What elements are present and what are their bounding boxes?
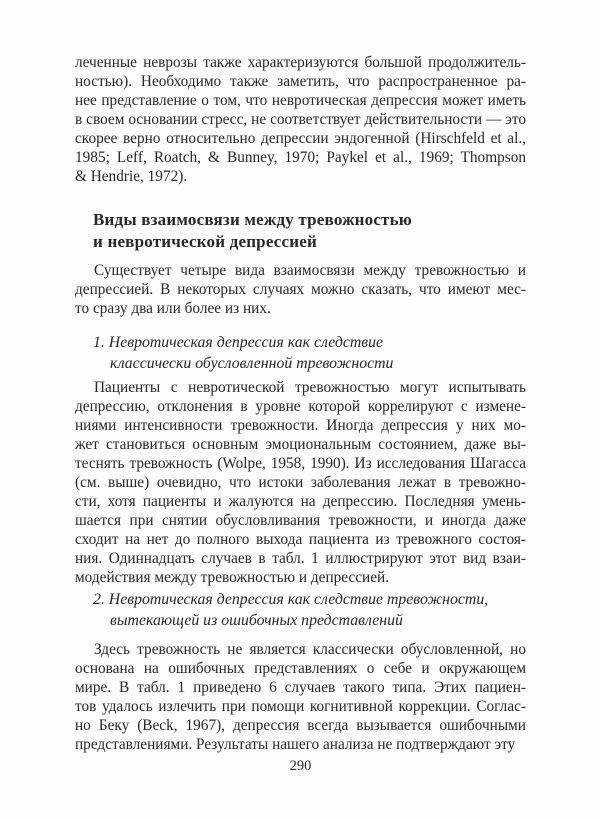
subheading-line: 2. Невротическая депрессия как следствие тревожности, (93, 591, 489, 608)
text-line: ниями интенсивности тревожности. Иногда депрессия у них мо- (75, 417, 526, 434)
subheading-line: вытекающей из ошибочных представлений (110, 612, 403, 629)
text-line: тов удалось излечить при помощи когнитивной коррекции. Соглас- (75, 698, 526, 715)
text-line: модействия между тревожностью и депрессией. (75, 569, 390, 586)
subsection-heading-2 (75, 589, 526, 631)
paragraph-intro (75, 261, 526, 318)
text-line: ния. Одиннадцать случаев в табл. 1 иллюстрируют этот вид взаи- (75, 550, 526, 567)
text-line: мире. В табл. 1 приведено 6 случаев такого типа. Этих пациен- (75, 679, 526, 696)
heading-line: и невротической депрессией (93, 232, 318, 251)
paragraph-continuation (75, 53, 526, 186)
text-line: представлениями. Результаты нашего анализа не подтверждают эту (75, 736, 516, 753)
paragraph-section-1 (75, 378, 526, 587)
text-line: леченные неврозы также характеризуются большой продолжитель- (75, 54, 526, 71)
text-line: скорее верно относительно депрессии эндогенной (Hirschfeld et al., (75, 130, 526, 147)
subsection-heading-1 (75, 332, 526, 374)
text-line: & Hendrie, 1972). (75, 168, 188, 185)
text-line: депрессией. В некоторых случаях можно сказать, что имеют мес- (75, 281, 526, 298)
text-line: депрессию, отклонения в уровне которой коррелируют с измене- (75, 398, 526, 415)
subheading-line: классически обусловленной тревожности (110, 355, 394, 372)
text-line: нее представление о том, что невротическая депрессия может иметь (75, 92, 526, 109)
text-line: жет становиться основным эмоциональным состоянием, даже вы- (75, 436, 526, 453)
text-line: в своем основании стресс, не соответствует действительности — это (75, 111, 526, 128)
text-line: Здесь тревожность не является классически обусловленной, но (94, 641, 526, 658)
text-line: шается при снятии обусловливания тревожности, и иногда даже (75, 512, 526, 529)
subheading-line: 1. Невротическая депрессия как следствие (93, 334, 384, 351)
heading-line: Виды взаимосвязи между тревожностью (93, 210, 412, 229)
paragraph-section-2 (75, 640, 526, 754)
text-line: сходит на нет до полного выхода пациента из тревожного состоя- (75, 531, 526, 548)
page-number: 290 (289, 758, 312, 774)
text-line: сти, хотя пациенты и жалуются на депрессию. Последняя умень- (75, 493, 526, 510)
text-line: но Беку (Beck, 1967), депрессия всегда вызывается ошибочными (75, 717, 526, 734)
text-line: 1985; Leff, Roatch, & Bunney, 1970; Paykel et al., 1969; Thompson (75, 149, 526, 166)
text-line: (см. выше) очевидно, что истоки заболевания лежат в тревожно- (75, 474, 526, 491)
text-line: ностью). Необходимо также заметить, что распространенное ра- (75, 73, 526, 90)
text-line: теснять тревожность (Wolpe, 1958, 1990). Из исследования Шагасса (75, 455, 526, 472)
text-line: Существует четыре вида взаимосвязи между тревожностью и (94, 262, 526, 279)
text-block (75, 0, 526, 775)
section-heading (93, 209, 526, 253)
text-line: Пациенты с невротической тревожностью могут испытывать (94, 379, 526, 396)
text-line: основана на ошибочных представлениях о себе и окружающем (75, 660, 526, 677)
text-line: то сразу два или более из них. (75, 300, 271, 317)
